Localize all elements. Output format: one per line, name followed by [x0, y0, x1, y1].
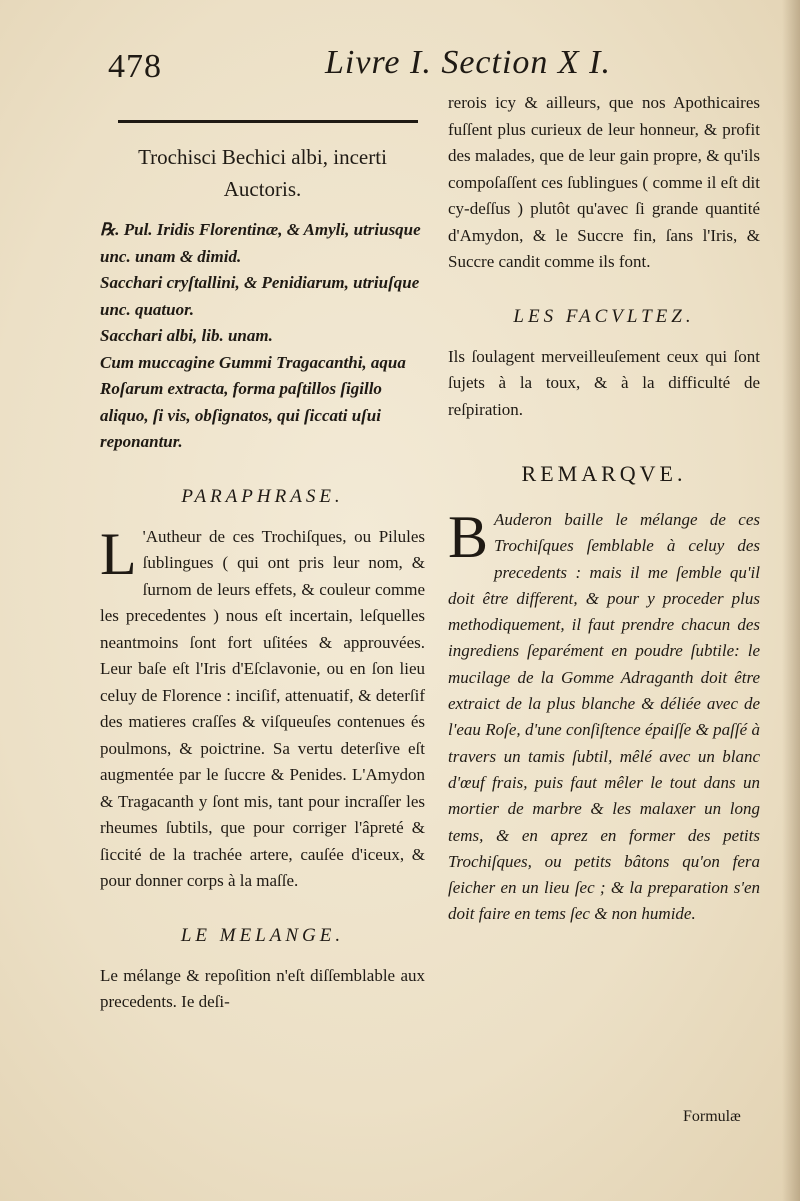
facultez-heading: LES FACVLTEZ.: [513, 305, 695, 327]
remarque-text: Auderon baille le mélange de ces Trochiſques ſemblable à celuy des precedents : mais il me ſemble qu'il doit être different, & pour y proceder plus methodiquement, il faut prendre chacun des ingrediens ſeparément en poudre ſubtile: le mucilage de la Gomme Adraganth doit être extraict de la plus blanche & déliée avec de l'eau Roſe, d'une conſiſtence épaiſſe & paſſé à travers un tamis ſubtil, mêlé avec un blanc d'œuf frais, puis faut mêler le tout dans un mortier de marbre & les malaxer un long tems, & en aprez en former des petits Trochiſques, ou petits bâtons qu'on fera ſeicher en un lieu ſec ; & la preparation s'en doit faire en tems ſec & non humide.: [448, 510, 760, 924]
melange-text: Le mélange & repoſition n'eſt diſſemblable aux precedents. Ie deſi-: [100, 965, 425, 1011]
recipe-line: ℞. Pul. Iridis Florentinæ, & Amyli, utriusque unc. unam & dimid.: [100, 220, 421, 266]
remarque-heading: REMARQVE.: [521, 461, 687, 486]
right-column: [448, 90, 760, 928]
running-title: Livre I. Section X I.: [325, 44, 611, 81]
paraphrase-block: [100, 520, 425, 895]
page-number: 478: [108, 48, 162, 85]
page-header: [0, 40, 800, 90]
recipe-title: Trochisci Bechici albi, incerti Auctoris.: [138, 145, 387, 201]
recipe-line: Cum muccagine Gummi Tragacanthi, aqua Roſarum extracta, forma paſtillos ſigillo aliquo, ſi vis, obſignatos, qui ſiccati uſui reponantur.: [100, 352, 406, 451]
melange-heading: LE MELANGE.: [180, 924, 345, 946]
paraphrase-text: 'Autheur de ces Trochiſques, ou Pilules ſublingues ( qui ont pris leur nom, & ſurnom de leurs effets, & couleur comme les precedentes ) nous eſt incertain, leſquelles neantmoins ſont fort uſitées & approuvées. Leur baſe eſt l'Iris d'Eſclavonie, ou en ſon lieu celuy de Florence : inciſif, attenuatif, & deterſif des matieres craſſes & viſqueuſes contenues és poulmons, & poictrine. Sa vertu deterſive eſt augmentée par le ſuccre & Penides. L'Amydon & Tragacanth y ſont mis, tant pour incraſſer les rheumes ſubtils, que pour corriger l'âpreté & ſiccité de la trachée artere, cauſée d'iceux, & pour donner corps à la maſſe.: [100, 526, 425, 890]
recipe-line: Sacchari cryſtallini, & Penidiarum, utriuſque unc. quatuor.: [100, 273, 420, 319]
continuation-text: rerois icy & ailleurs, que nos Apothicaires fuſſent plus curieux de leur honneur, & profit des malades, que de leur gain propre, & qu'ils compoſaſſent ces ſublingues ( comme il eſt dit cy-deſſus ) plutôt qu'avec ſi grande quantité d'Amydon, & le Succre fin, ſans l'Iris, & Succre candit comme ils font.: [448, 93, 760, 271]
catchword: Formulæ: [683, 1108, 741, 1125]
left-column: [100, 100, 425, 1016]
paraphrase-dropcap: L: [100, 520, 137, 587]
title-rule: [118, 120, 418, 123]
paraphrase-heading: PARAPHRASE.: [181, 485, 344, 507]
remarque-dropcap: B: [448, 504, 489, 570]
page-edge-shadow: [782, 0, 800, 1201]
recipe-block: [100, 217, 425, 456]
recipe-line: Sacchari albi, lib. unam.: [100, 326, 273, 345]
facultez-text: Ils ſoulagent merveilleuſement ceux qui ſont ſujets à la toux, & à la difficulté de reſpiration.: [448, 346, 760, 419]
remarque-block: [448, 504, 760, 928]
